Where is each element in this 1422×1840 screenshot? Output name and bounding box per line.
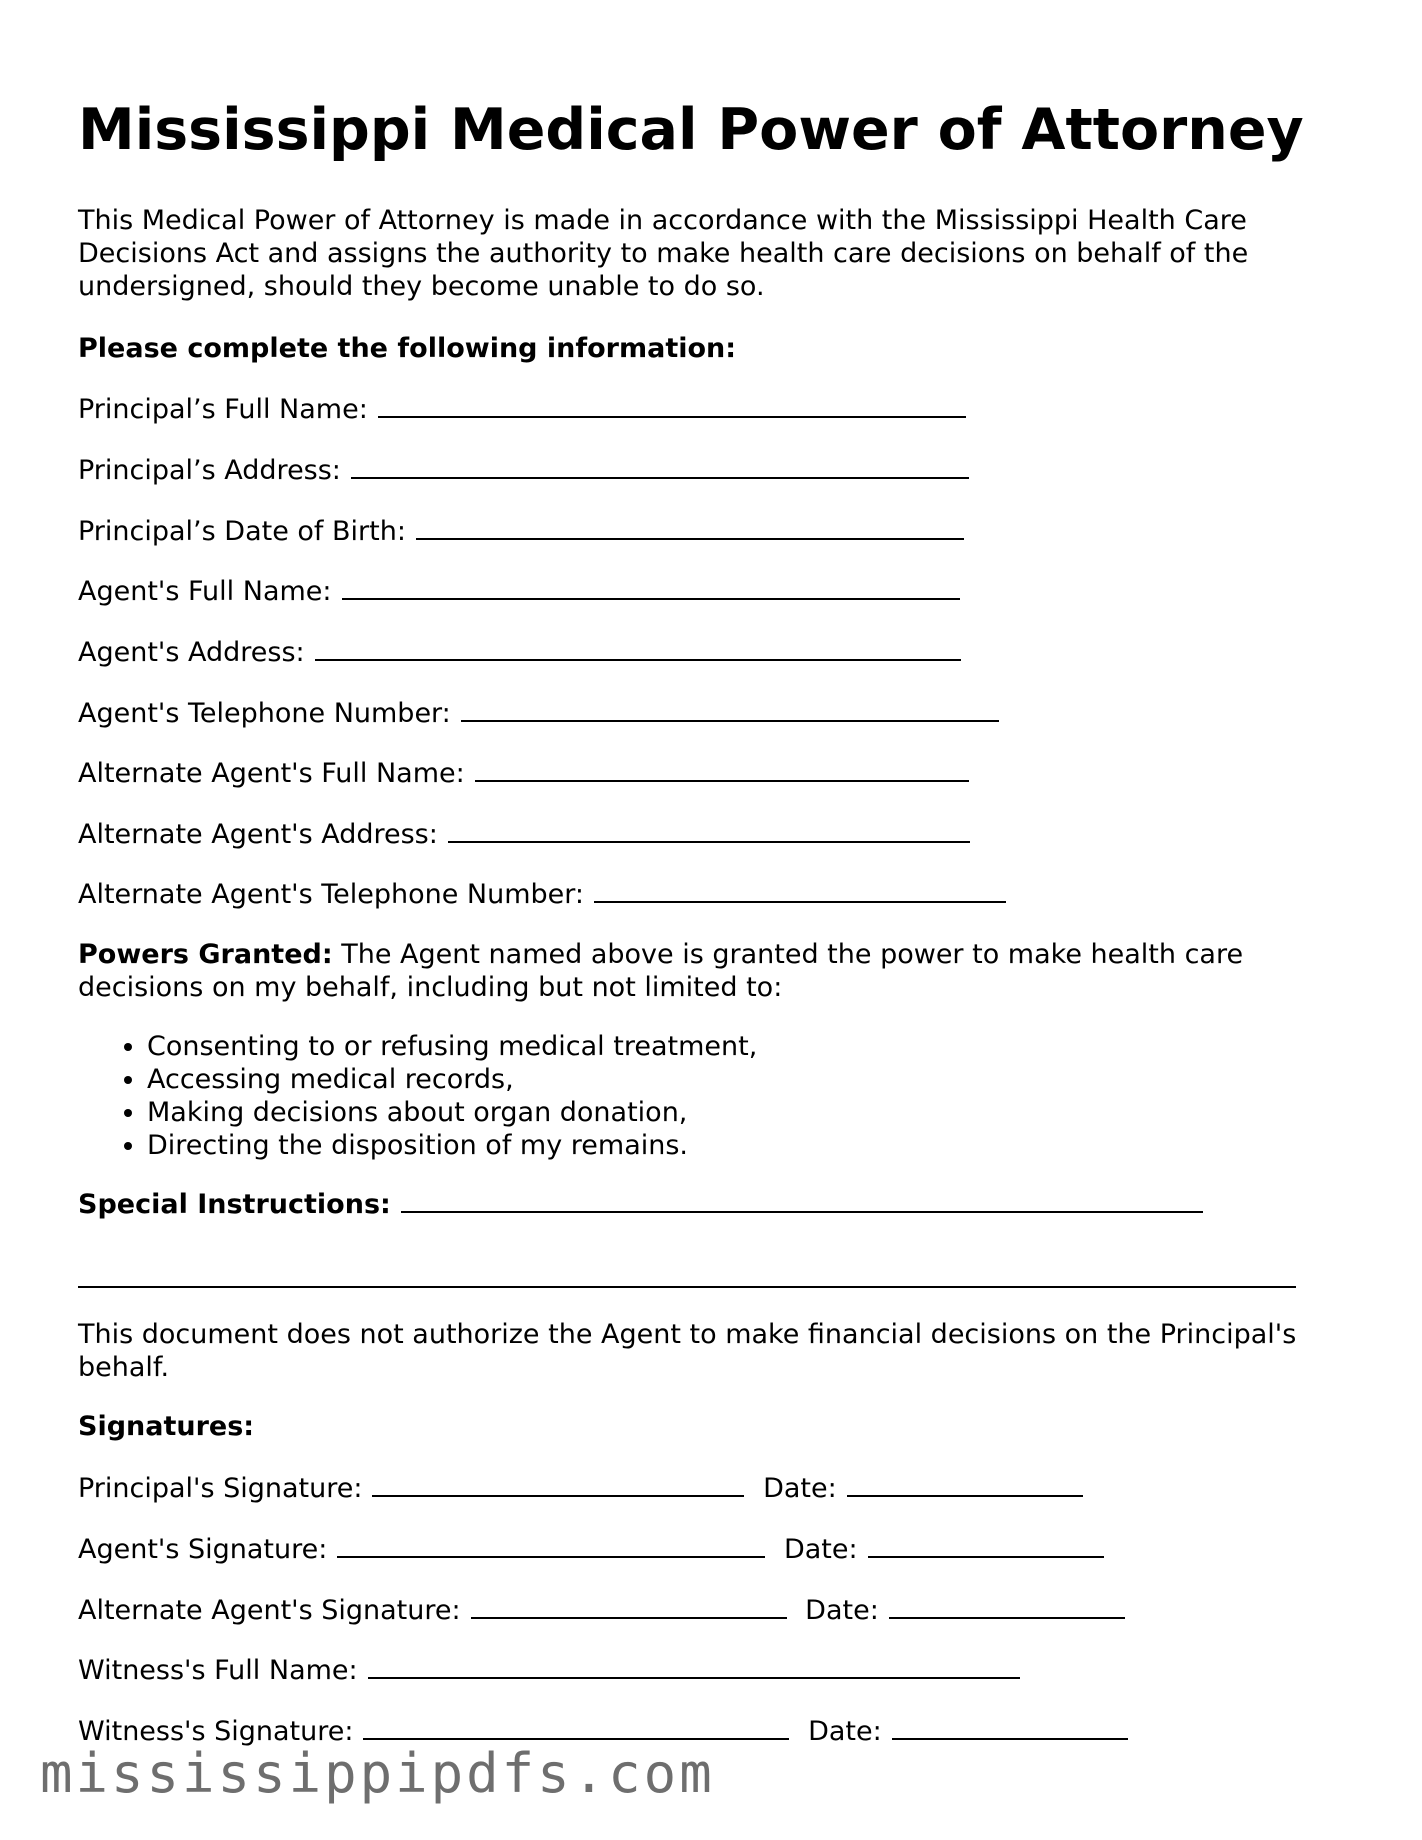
- alt-agent-name-label: Alternate Agent's Full Name:: [78, 758, 465, 789]
- alt-agent-date-label: Date:: [805, 1595, 879, 1626]
- agent-signature-label: Agent's Signature:: [78, 1534, 328, 1565]
- principal-address-label: Principal’s Address:: [78, 455, 341, 486]
- principal-dob-input-line[interactable]: [416, 516, 964, 540]
- alt-agent-signature-line[interactable]: [471, 1595, 787, 1619]
- principal-signature-field: [78, 1472, 1083, 1505]
- alt-agent-name-field: [78, 757, 969, 790]
- witness-name-label: Witness's Full Name:: [78, 1655, 358, 1686]
- special-instructions-field: [78, 1188, 1203, 1221]
- alt-agent-name-input-line[interactable]: [475, 758, 969, 782]
- powers-paragraph: [78, 938, 1368, 1004]
- special-instructions-input-line[interactable]: [401, 1189, 1203, 1213]
- agent-name-field: [78, 575, 960, 608]
- witness-name-field: [78, 1654, 1020, 1687]
- alt-agent-signature-field: [78, 1594, 1125, 1627]
- alt-agent-signature-label: Alternate Agent's Signature:: [78, 1595, 461, 1626]
- watermark: mississippipdfs.com: [40, 1742, 715, 1805]
- info-heading: Please complete the following information:: [78, 333, 737, 364]
- agent-address-label: Agent's Address:: [78, 637, 305, 668]
- agent-signature-line[interactable]: [337, 1534, 765, 1558]
- agent-phone-label: Agent's Telephone Number:: [78, 698, 451, 729]
- agent-signature-field: [78, 1533, 1104, 1566]
- agent-date-line[interactable]: [868, 1534, 1104, 1558]
- witness-name-line[interactable]: [368, 1655, 1020, 1679]
- list-item: • Consenting to or refusing medical treatment,: [147, 1030, 757, 1063]
- agent-phone-input-line[interactable]: [461, 698, 999, 722]
- list-item: • Accessing medical records,: [147, 1063, 757, 1096]
- special-instructions-second-line[interactable]: [78, 1286, 1296, 1288]
- principal-signature-line[interactable]: [372, 1473, 744, 1497]
- alt-agent-phone-input-line[interactable]: [594, 879, 1006, 903]
- witness-date-line[interactable]: [892, 1716, 1128, 1740]
- principal-date-line[interactable]: [847, 1473, 1083, 1497]
- witness-signature-line[interactable]: [363, 1716, 789, 1740]
- principal-name-input-line[interactable]: [378, 394, 966, 418]
- alt-agent-phone-label: Alternate Agent's Telephone Number:: [78, 879, 585, 910]
- principal-address-input-line[interactable]: [351, 455, 969, 479]
- principal-name-field: [78, 393, 966, 426]
- principal-name-label: Principal’s Full Name:: [78, 394, 368, 425]
- special-instructions-label: Special Instructions:: [78, 1189, 391, 1220]
- alt-agent-phone-field: [78, 878, 1006, 911]
- principal-address-field: [78, 454, 969, 487]
- witness-date-label: Date:: [808, 1716, 882, 1747]
- principal-signature-label: Principal's Signature:: [78, 1473, 363, 1504]
- powers-text: The Agent named above is granted the power to make health care decisions on my behalf, including but not limited to:: [78, 939, 1244, 1003]
- alt-agent-date-line[interactable]: [889, 1595, 1125, 1619]
- alt-agent-address-field: [78, 818, 970, 851]
- agent-name-label: Agent's Full Name:: [78, 576, 332, 607]
- principal-dob-label: Principal’s Date of Birth:: [78, 516, 406, 547]
- document-title: Mississippi Medical Power of Attorney: [78, 97, 1304, 163]
- agent-address-input-line[interactable]: [315, 637, 961, 661]
- powers-label: Powers Granted:: [78, 939, 333, 970]
- list-item: • Making decisions about organ donation,: [147, 1096, 757, 1129]
- principal-date-label: Date:: [763, 1473, 837, 1504]
- agent-date-label: Date:: [783, 1534, 858, 1565]
- agent-phone-field: [78, 697, 999, 730]
- witness-signature-label: Witness's Signature:: [78, 1716, 354, 1747]
- agent-address-field: [78, 636, 961, 669]
- financial-note: This document does not authorize the Agent to make financial decisions on the Principal's behalf.: [78, 1319, 1297, 1383]
- agent-name-input-line[interactable]: [342, 576, 960, 600]
- principal-dob-field: [78, 515, 964, 548]
- signatures-heading: Signatures:: [78, 1411, 255, 1442]
- list-item: • Directing the disposition of my remains.: [147, 1129, 757, 1162]
- alt-agent-address-input-line[interactable]: [448, 819, 970, 843]
- intro-paragraph: This Medical Power of Attorney is made in accordance with the Mississippi Health Care Decisions Act and assigns the authority to make health care decisions on behalf of the undersigned, should they become unable to do so.: [78, 205, 1249, 302]
- alt-agent-address-label: Alternate Agent's Address:: [78, 819, 438, 850]
- powers-list: [78, 1030, 757, 1162]
